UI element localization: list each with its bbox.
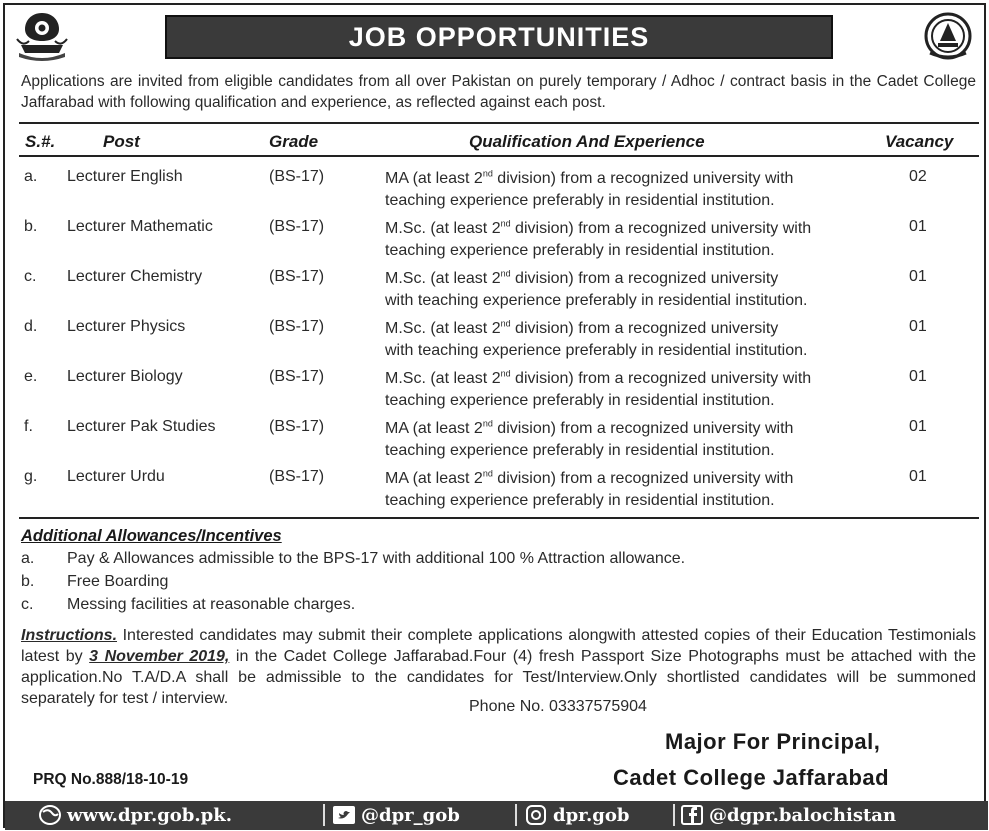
row-sn: a. <box>24 168 38 185</box>
row-grade: (BS-17) <box>269 368 325 385</box>
twitter-icon <box>333 805 355 825</box>
row-qualification <box>385 318 845 362</box>
qual-text: teaching experience preferably in residential institution. <box>385 442 775 459</box>
header-grade: Grade <box>269 132 319 151</box>
qual-ordinal: nd <box>500 218 511 229</box>
row-vacancy: 02 <box>909 168 927 185</box>
row-post: Lecturer Urdu <box>67 468 165 485</box>
row-grade: (BS-17) <box>269 318 325 335</box>
row-post: Lecturer Biology <box>67 368 183 385</box>
header-sn: S.#. <box>25 132 56 151</box>
page-title: JOB OPPORTUNITIES <box>348 21 650 52</box>
row-qualification <box>385 368 845 412</box>
twitter-handle[interactable]: @dpr_gob <box>361 804 460 826</box>
qual-text: M.Sc. (at least 2 <box>385 320 501 337</box>
header-qualification: Qualification And Experience <box>469 132 705 151</box>
row-vacancy: 01 <box>909 218 927 235</box>
qual-ordinal: nd <box>500 368 511 379</box>
qual-text: with teaching experience preferably in residential institution. <box>385 292 808 309</box>
qual-text: M.Sc. (at least 2 <box>385 370 501 387</box>
footer-website[interactable] <box>39 804 232 826</box>
qual-text: with teaching experience preferably in residential institution. <box>385 342 808 359</box>
footer-separator <box>515 804 517 826</box>
footer-facebook[interactable] <box>681 804 896 826</box>
instructions-text: Interested candidates may submit their complete applications alongwith attested copies of their Education Testimonials latest by <box>21 627 976 665</box>
qual-text: division) from a recognized university <box>510 270 779 287</box>
qual-text: division) from a recognized university with <box>510 220 812 237</box>
list-item <box>21 550 921 573</box>
qual-text: M.Sc. (at least 2 <box>385 270 501 287</box>
instagram-icon <box>525 805 547 825</box>
qual-text: MA (at least 2 <box>385 420 483 437</box>
header-vacancy: Vacancy <box>885 132 954 151</box>
qual-text: MA (at least 2 <box>385 170 483 187</box>
row-sn: e. <box>24 368 38 385</box>
list-item <box>21 573 921 596</box>
row-vacancy: 01 <box>909 318 927 335</box>
qual-ordinal: nd <box>482 468 493 479</box>
row-vacancy: 01 <box>909 418 927 435</box>
table-row <box>19 215 979 265</box>
instructions-paragraph <box>21 625 976 709</box>
qual-text: division) from a recognized university <box>510 320 779 337</box>
row-sn: g. <box>24 468 38 485</box>
row-post: Lecturer Pak Studies <box>67 418 216 435</box>
row-grade: (BS-17) <box>269 168 325 185</box>
row-qualification <box>385 268 845 312</box>
qual-ordinal: nd <box>500 318 511 329</box>
posts-table-body <box>19 165 979 515</box>
qual-text: division) from a recognized university with <box>492 470 794 487</box>
facebook-icon <box>681 805 703 825</box>
title-banner <box>165 15 833 59</box>
item-letter: a. <box>21 550 35 567</box>
row-grade: (BS-17) <box>269 218 325 235</box>
qual-text: M.Sc. (at least 2 <box>385 220 501 237</box>
footer-separator <box>673 804 675 826</box>
table-row <box>19 315 979 365</box>
row-grade: (BS-17) <box>269 418 325 435</box>
table-row <box>19 165 979 215</box>
qual-ordinal: nd <box>482 168 493 179</box>
qual-text: MA (at least 2 <box>385 470 483 487</box>
header-post: Post <box>103 132 140 151</box>
instagram-handle[interactable]: dpr.gob <box>553 804 630 826</box>
qual-text: division) from a recognized university with <box>492 170 794 187</box>
row-post: Lecturer Chemistry <box>67 268 203 285</box>
row-post: Lecturer Physics <box>67 318 186 335</box>
table-row <box>19 365 979 415</box>
qual-text: division) from a recognized university with <box>510 370 812 387</box>
instructions-text: in the Cadet College Jaffarabad.Four (4) fresh Passport Size Photographs must be attached with the application.No T.A/D.A shall be admissible to the candidates for Test/Interview.Only shortlisted candidates will be summoned separately for test / interview. <box>21 648 977 707</box>
item-text: Free Boarding <box>67 573 169 590</box>
advertisement-page <box>3 3 986 828</box>
instructions-label: Instructions. <box>21 627 118 644</box>
qual-text: teaching experience preferably in residential institution. <box>385 242 775 259</box>
section-divider <box>19 517 979 519</box>
qual-text: teaching experience preferably in residential institution. <box>385 192 775 209</box>
row-qualification <box>385 468 845 512</box>
qual-text: division) from a recognized university with <box>492 420 794 437</box>
table-row <box>19 415 979 465</box>
government-emblem-logo <box>15 11 69 61</box>
signatory-institution: Cadet College Jaffarabad <box>613 765 890 790</box>
footer-bar <box>5 801 988 830</box>
list-item <box>21 596 921 619</box>
qual-ordinal: nd <box>500 268 511 279</box>
table-row <box>19 265 979 315</box>
facebook-handle[interactable]: @dgpr.balochistan <box>709 804 897 826</box>
row-sn: b. <box>24 218 38 235</box>
row-grade: (BS-17) <box>269 468 325 485</box>
row-qualification <box>385 418 845 462</box>
qual-text: teaching experience preferably in residential institution. <box>385 392 775 409</box>
phone-number: Phone No. 03337575904 <box>469 698 647 715</box>
allowances-list <box>21 550 921 619</box>
qual-text: teaching experience preferably in residential institution. <box>385 492 775 509</box>
row-qualification <box>385 218 845 262</box>
row-post: Lecturer Mathematic <box>67 218 213 235</box>
item-text: Messing facilities at reasonable charges. <box>67 596 356 613</box>
deadline-date: 3 November 2019, <box>89 648 230 665</box>
qual-ordinal: nd <box>482 418 493 429</box>
prq-number: PRQ No.888/18-10-19 <box>33 771 189 788</box>
table-header <box>19 122 979 157</box>
footer-separator <box>323 804 325 826</box>
row-vacancy: 01 <box>909 468 927 485</box>
footer-instagram[interactable] <box>525 804 629 826</box>
item-letter: b. <box>21 573 35 590</box>
row-sn: d. <box>24 318 38 335</box>
row-grade: (BS-17) <box>269 268 325 285</box>
item-text: Pay & Allowances admissible to the BPS-17 with additional 100 % Attraction allowance. <box>67 550 686 567</box>
intro-paragraph: Applications are invited from eligible candidates from all over Pakistan on purely temporary / Adhoc / contract basis in the Cadet College Jaffarabad with following qualification and experience, as reflected against each post. <box>21 73 976 111</box>
row-post: Lecturer English <box>67 168 183 185</box>
footer-twitter[interactable] <box>333 804 460 826</box>
website-link[interactable]: www.dpr.gob.pk. <box>67 804 232 826</box>
row-sn: f. <box>24 418 33 435</box>
college-crest-logo <box>922 11 974 61</box>
allowances-heading: Additional Allowances/Incentives <box>21 527 282 545</box>
row-sn: c. <box>24 268 37 285</box>
row-qualification <box>385 168 845 212</box>
table-row <box>19 465 979 515</box>
row-vacancy: 01 <box>909 368 927 385</box>
row-vacancy: 01 <box>909 268 927 285</box>
item-letter: c. <box>21 596 34 613</box>
signatory-title: Major For Principal, <box>665 729 881 754</box>
globe-icon <box>39 805 61 825</box>
